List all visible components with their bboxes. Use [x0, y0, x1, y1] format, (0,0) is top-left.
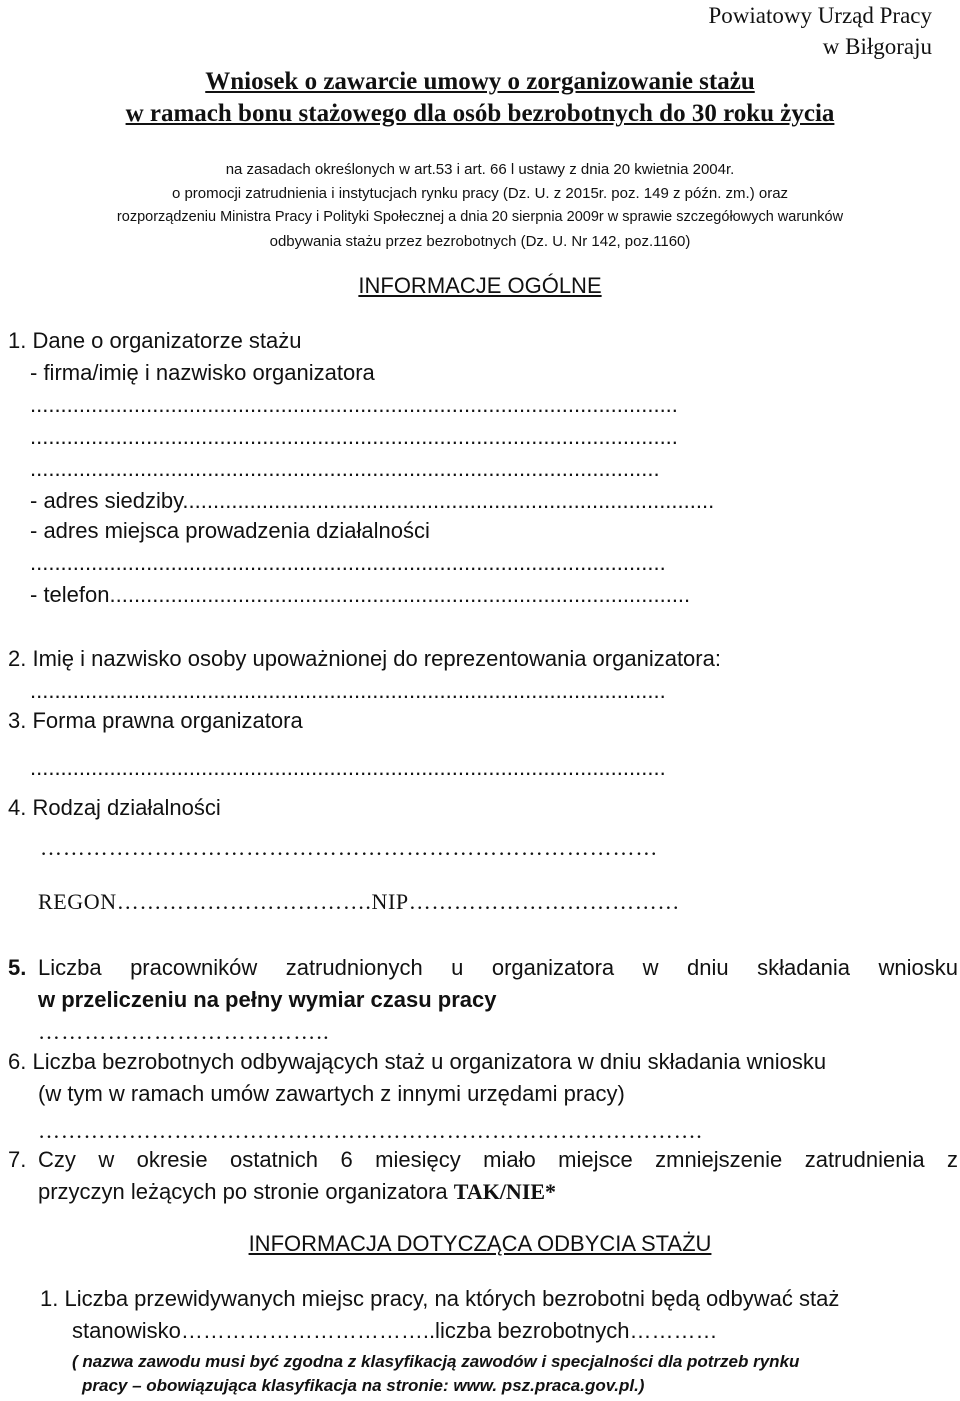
business-type-field[interactable]: ………………………………………………………………………: [40, 835, 659, 860]
employees-count-field[interactable]: ………………………………..: [38, 1019, 330, 1044]
organizer-name-field-3[interactable]: .......................................................................................................: [30, 456, 660, 481]
headquarters-address-field[interactable]: - adres siedziby.......................................................................................: [30, 488, 715, 513]
document-title-line2: w ramach bonu stażowego dla osób bezrobotnych do 30 roku życia: [125, 100, 835, 127]
legal-basis-line3: rozporządzeniu Ministra Pracy i Polityki Społecznej a dnia 20 sierpnia 2009r w sprawie szczegółowych warunków: [116, 209, 844, 225]
legal-form-label: 3. Forma prawna organizatora: [8, 708, 303, 733]
classification-note-line2: pracy – obowiązująca klasyfikacja na stronie: www. psz.praca.gov.pl.): [82, 1376, 645, 1395]
document-title-line1: Wniosek o zawarcie umowy o zorganizowanie stażu: [205, 68, 755, 95]
legal-basis-line4: odbywania stażu przez bezrobotnych (Dz. U. Nr 142, poz.1160): [269, 233, 691, 250]
legal-form-field[interactable]: ........................................................................................................: [30, 755, 666, 780]
business-address-label: - adres miejsca prowadzenia działalności: [30, 518, 430, 543]
organizer-data-title: 1. Dane o organizatorze stażu: [8, 328, 302, 353]
section-heading-internship-info: INFORMACJA DOTYCZĄCA ODBYCIA STAŻU: [248, 1231, 712, 1256]
employment-reduction-number: 7.: [8, 1147, 27, 1172]
legal-basis-line2: o promocji zatrudnienia i instytucjach rynku pracy (Dz. U. z 2015r. poz. 149 z późn. zm.) oraz: [171, 185, 789, 202]
position-and-count-field[interactable]: stanowisko……………………………..liczba bezrobotnych…………: [72, 1318, 718, 1343]
office-city: w Biłgoraju: [822, 34, 932, 59]
organizer-name-field-1[interactable]: ..........................................................................................................: [30, 392, 678, 417]
office-name: Powiatowy Urząd Pracy: [708, 3, 932, 28]
employees-count-label: Liczba pracowników zatrudnionych u organizatora w dniu składania wniosku: [38, 955, 958, 980]
phone-field[interactable]: - telefon...............................................................................................: [30, 582, 691, 607]
employment-reduction-label: Czy w okresie ostatnich 6 miesięcy miało miejsce zmniejszenie zatrudnienia z: [38, 1147, 958, 1172]
current-interns-label: 6. Liczba bezrobotnych odbywających staż u organizatora w dniu składania wniosku: [8, 1049, 827, 1074]
planned-positions-label: 1. Liczba przewidywanych miejsc pracy, na których bezrobotni będą odbywać staż: [40, 1286, 840, 1311]
current-interns-label-line2: (w tym w ramach umów zawartych z innymi urzędami pracy): [38, 1081, 625, 1106]
authorized-person-field[interactable]: ........................................................................................................: [30, 678, 666, 703]
legal-basis-line1: na zasadach określonych w art.53 i art. 66 l ustawy z dnia 20 kwietnia 2004r.: [225, 161, 735, 178]
employment-reduction-label-line2: przyczyn leżących po stronie organizatora TAK/NIE*: [38, 1179, 557, 1204]
employees-count-number: 5.: [8, 955, 27, 980]
current-interns-field[interactable]: …………………………………………………………………………….: [38, 1118, 703, 1143]
organizer-name-field-2[interactable]: ..........................................................................................................: [30, 424, 678, 449]
business-type-label: 4. Rodzaj działalności: [8, 795, 221, 820]
regon-nip-field[interactable]: REGON…………………………….NIP………………………………: [38, 889, 680, 914]
organizer-name-label: - firma/imię i nazwisko organizatora: [30, 360, 375, 385]
yes-no-choice[interactable]: TAK/NIE*: [453, 1179, 557, 1204]
section-heading-general-info: INFORMACJE OGÓLNE: [358, 273, 602, 298]
employees-count-label-line2: w przeliczeniu na pełny wymiar czasu pracy: [38, 987, 497, 1012]
business-address-field[interactable]: ........................................................................................................: [30, 550, 666, 575]
classification-note-line1: ( nazwa zawodu musi być zgodna z klasyfikacją zawodów i specjalności dla potrzeb rynku: [72, 1352, 800, 1371]
authorized-person-label: 2. Imię i nazwisko osoby upoważnionej do reprezentowania organizatora:: [8, 646, 721, 671]
